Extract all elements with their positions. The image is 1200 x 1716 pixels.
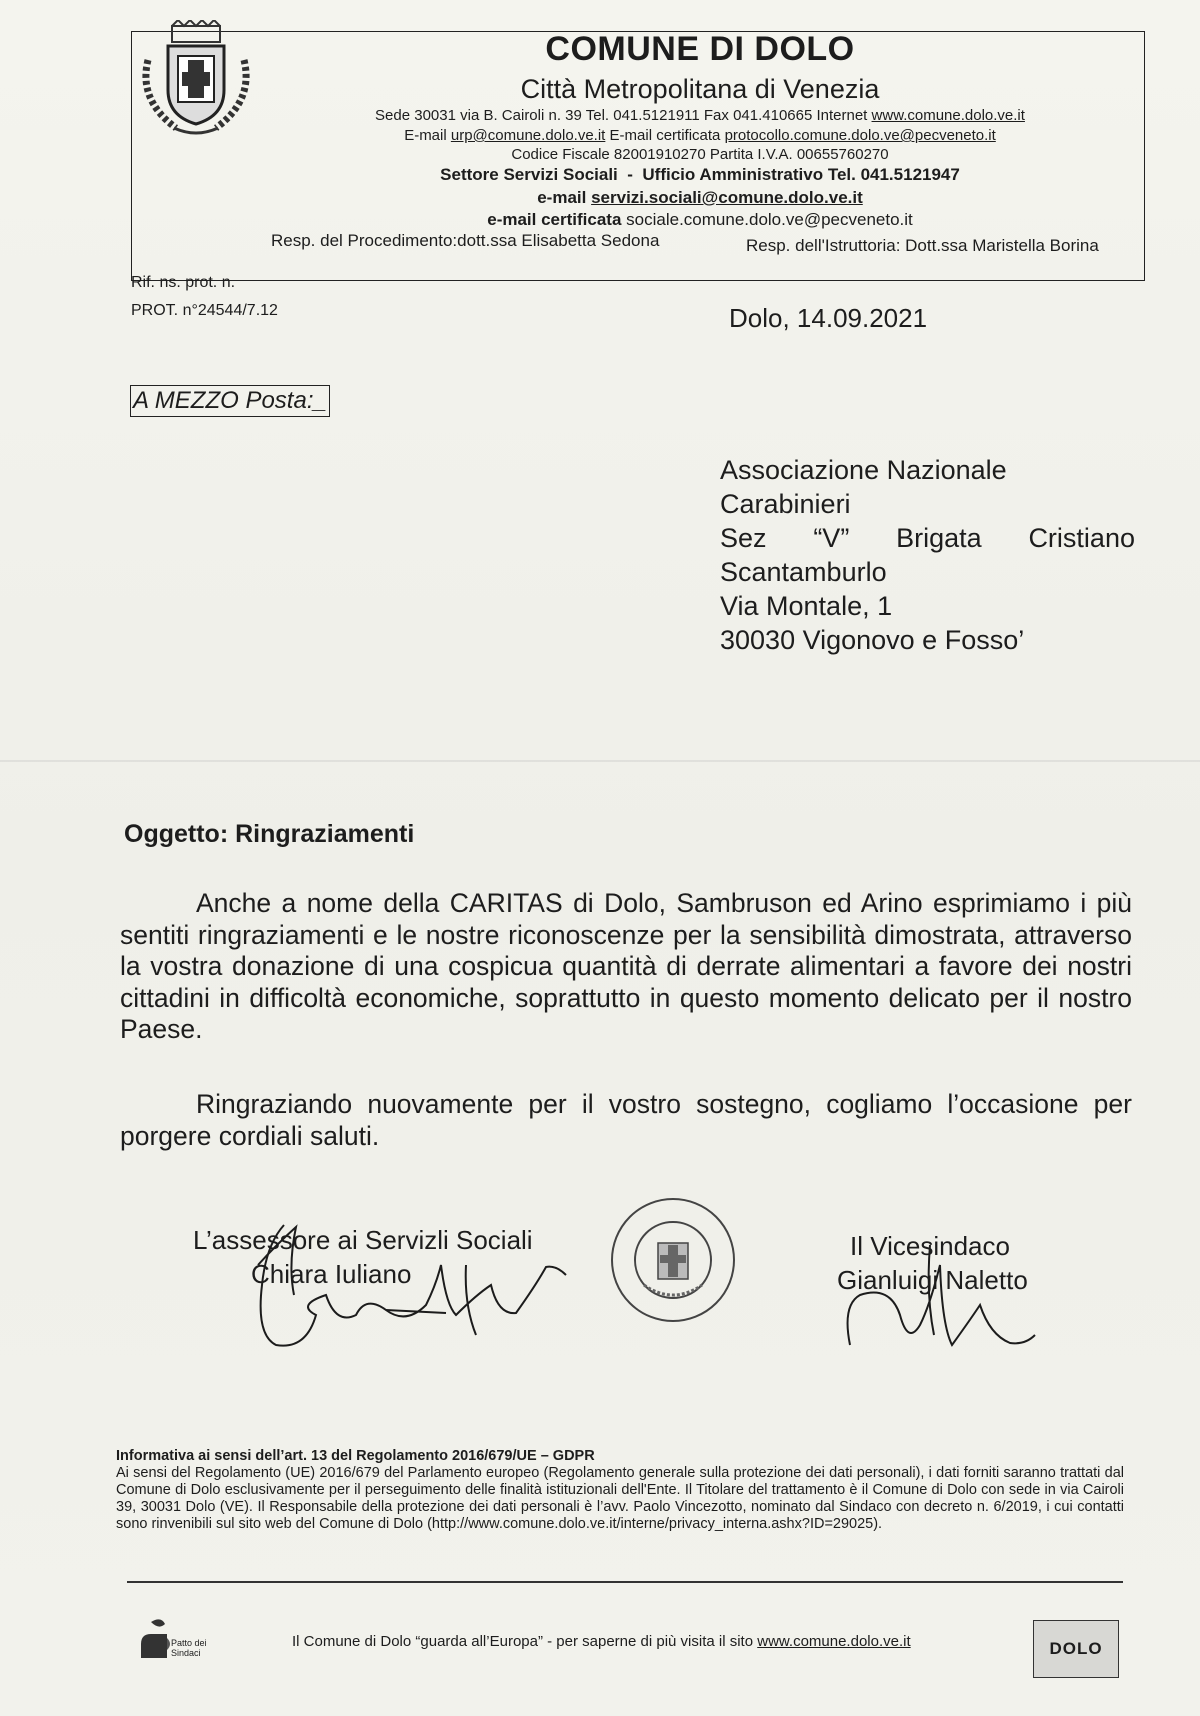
header-email-line: [260, 127, 1140, 144]
footer-website-link[interactable]: www.comune.dolo.ve.it: [757, 1633, 911, 1650]
pec-link[interactable]: protocollo.comune.dolo.ve@pecveneto.it: [724, 127, 996, 144]
recipient-word: “V”: [813, 523, 850, 553]
left-signatory-title: L’assessore ai Servizli Sociali: [193, 1225, 533, 1255]
official-stamp-icon: [608, 1195, 738, 1325]
social-email-line: [260, 188, 1140, 208]
sector-separator: -: [627, 165, 633, 184]
social-pec-label: e-mail certificata: [487, 210, 622, 229]
fold-crease: [0, 760, 1200, 762]
footer-divider: [127, 1581, 1123, 1583]
dolo-europe-logo: [1033, 1620, 1119, 1678]
social-pec-line: [260, 210, 1140, 230]
left-signatory-name: Chiara Iuliano: [251, 1259, 412, 1289]
rif-label: Rif. ns. prot. n.: [131, 274, 236, 291]
fiscal-code: Codice Fiscale 82001910270 Partita I.V.A. 00655760270: [511, 146, 889, 163]
municipal-crest-icon: [136, 20, 256, 138]
right-handwritten-signature: [830, 1225, 1040, 1365]
social-email-link[interactable]: servizi.sociali@comune.dolo.ve.it: [591, 188, 863, 207]
delivery-method: A MEZZO Posta:_: [130, 385, 330, 417]
pact-label: Patto dei Sindaci: [171, 1638, 207, 1658]
privacy-notice-title: Informativa ai sensi dell’art. 13 del Regolamento 2016/679/UE – GDPR: [116, 1448, 595, 1464]
recipient-line-3: [720, 521, 1135, 555]
covenant-of-mayors-logo: [133, 1614, 223, 1684]
office-name: Ufficio Amministrativo Tel. 041.5121947: [642, 165, 960, 184]
social-email-label: e-mail: [537, 188, 587, 207]
recipient-line-2: Carabinieri: [720, 489, 851, 519]
resp-procedimento: Resp. del Procedimento:dott.ssa Elisabetta Sedona: [271, 231, 660, 250]
recipient-word: Sez: [720, 523, 767, 553]
social-pec-link[interactable]: sociale.comune.dolo.ve@pecveneto.it: [626, 210, 913, 229]
header-address-line: [260, 107, 1140, 124]
email-label: E-mail: [404, 127, 447, 144]
privacy-notice-text: Ai sensi del Regolamento (UE) 2016/679 del Parlamento europeo (Regolamento generale sulla protezione dei dati personali), i dati forniti saranno trattati dal Comune di Dolo esclusivamente per il perseguimento delle finalità istituzionali dell'Ente. Il Titolare del trattamento è il Comune di Dolo con sede in via Cairoli 39, 30031 Dolo (VE). Il Responsabile della protezione dei dati personali è l’avv. Paolo Vincezotto, nominato dal Sindaco con decreto n. 6/2019, i cui contatti sono rinvenibili sul sito web del Comune di Dolo (http://www.comune.dolo.ve.it/interne/privacy_interna.ashx?ID=29025).: [116, 1465, 1124, 1532]
footer-note-text: Il Comune di Dolo “guarda all’Europa” - per saperne di più visita il sito: [292, 1633, 754, 1650]
body-paragraph-2: Ringraziando nuovamente per il vostro sostegno, cogliamo l’occasione per porgere cordiali saluti.: [120, 1089, 1132, 1151]
right-signatory-title: Il Vicesindaco: [850, 1231, 1010, 1261]
letter-subject: Oggetto: Ringraziamenti: [124, 820, 415, 848]
footer-note: [292, 1633, 911, 1650]
sector-name: Settore Servizi Sociali: [440, 165, 618, 184]
recipient-word: Cristiano: [1028, 523, 1135, 553]
email-link[interactable]: urp@comune.dolo.ve.it: [450, 127, 606, 144]
recipient-word: Brigata: [896, 523, 982, 553]
recipient-line-5: Via Montale, 1: [720, 591, 893, 621]
protocol-number: PROT. n°24544/7.12: [131, 302, 278, 319]
sede-text: Sede 30031 via B. Cairoli n. 39 Tel. 041.5121911 Fax 041.410665 Internet: [375, 107, 868, 124]
website-link[interactable]: www.comune.dolo.ve.it: [871, 107, 1025, 124]
body-paragraph-1: Anche a nome della CARITAS di Dolo, Sambruson ed Arino esprimiamo i più sentiti ringraziamenti e le nostre riconoscenze per la sensibilità dimostrata, attraverso la vostra donazione di una cospicua quantità di derrate alimentari a favore dei nostri cittadini in difficoltà economiche, soprattutto in questo momento delicato per il nostro Paese.: [120, 888, 1132, 1044]
letter-date: Dolo, 14.09.2021: [729, 303, 928, 333]
recipient-line-6: 30030 Vigonovo e Fosso’: [720, 625, 1025, 655]
sector-line: [260, 165, 1140, 185]
resp-istruttoria: Resp. dell'Istruttoria: Dott.ssa Maristella Borina: [746, 236, 1099, 255]
recipient-line-4: Scantamburlo: [720, 557, 887, 587]
recipient-line-1: Associazione Nazionale: [720, 455, 1007, 485]
left-handwritten-signature: [236, 1205, 576, 1355]
privacy-notice: [116, 1448, 1124, 1533]
pec-label: E-mail certificata: [609, 127, 721, 144]
org-subtitle: Città Metropolitana di Venezia: [520, 74, 880, 104]
right-signatory-name: Gianluigi Naletto: [837, 1265, 1028, 1295]
org-name: COMUNE DI DOLO: [545, 30, 855, 68]
logo-word: DOLO: [1049, 1639, 1103, 1658]
